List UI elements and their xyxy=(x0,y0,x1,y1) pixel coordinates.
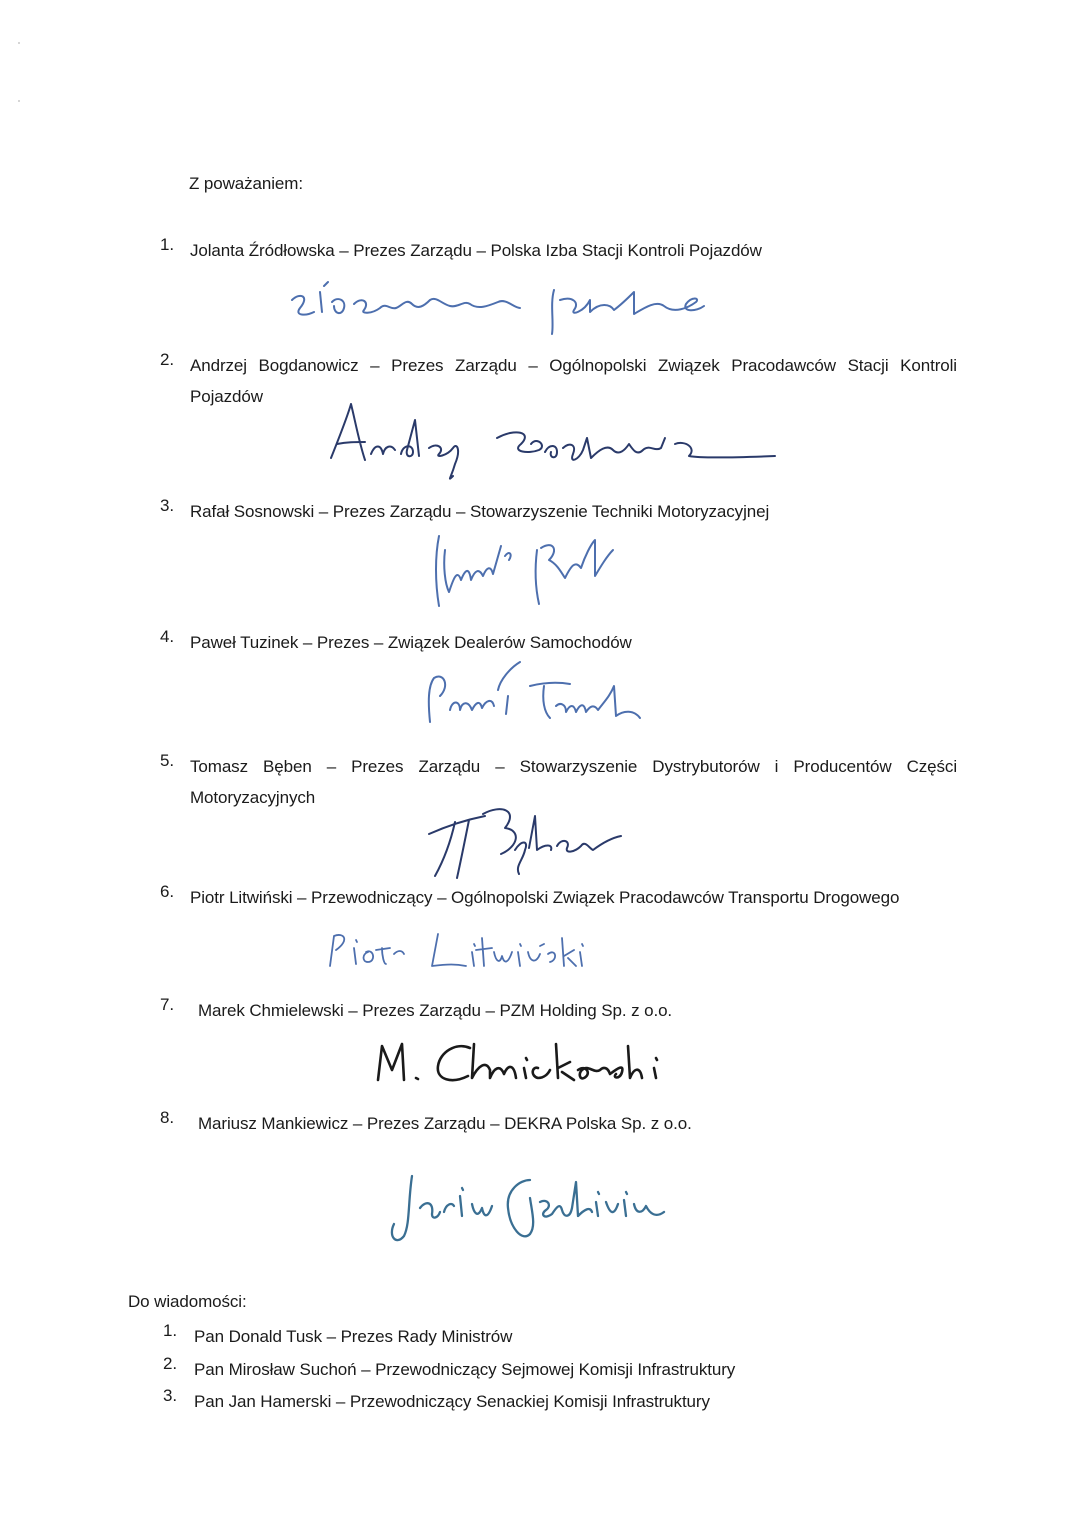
signatory-text: Tomasz Bęben – Prezes Zarządu – Stowarzyszenie Dystrybutorów i Producentów Części Motoryzacyjnych xyxy=(190,757,957,807)
signatory-number: 1. xyxy=(160,235,174,254)
signature-tuzinek xyxy=(420,656,660,732)
signatory-number: 8. xyxy=(160,1108,174,1127)
recipient-text: Pan Mirosław Suchoń – Przewodniczący Sejmowej Komisji Infrastruktury xyxy=(194,1360,736,1379)
signatory-number: 6. xyxy=(160,882,174,901)
signature-litwinski xyxy=(322,928,592,976)
scan-speck xyxy=(18,42,20,44)
signatory-text: Marek Chmielewski – Prezes Zarządu – PZM Holding Sp. z o.o. xyxy=(198,1001,673,1020)
signatory-number: 7. xyxy=(160,995,174,1014)
signatory-number: 3. xyxy=(160,496,174,515)
signatory-text: Jolanta Źródłowska – Prezes Zarządu – Polska Izba Stacji Kontroli Pojazdów xyxy=(190,241,762,260)
signature-beben xyxy=(425,800,635,884)
recipient-number: 2. xyxy=(163,1354,177,1373)
scan-speck xyxy=(18,100,20,102)
signature-sosnowski xyxy=(425,526,625,616)
recipient-number: 1. xyxy=(163,1321,177,1340)
signatory-number: 2. xyxy=(160,350,174,369)
recipient-text: Pan Donald Tusk – Prezes Rady Ministrów xyxy=(194,1327,513,1346)
signatory-text: Mariusz Mankiewicz – Prezes Zarządu – DEKRA Polska Sp. z o.o. xyxy=(198,1114,692,1133)
signature-chmielewski xyxy=(372,1034,692,1094)
signatory-text: Andrzej Bogdanowicz – Prezes Zarządu – Ogólnopolski Związek Pracodawców Stacji Kontroli Pojazdów xyxy=(190,356,957,406)
signatory-number: 4. xyxy=(160,627,174,646)
recipient-text: Pan Jan Hamerski – Przewodniczący Senackiej Komisji Infrastruktury xyxy=(194,1392,710,1411)
signatory-text: Paweł Tuzinek – Prezes – Związek Dealerów Samochodów xyxy=(190,633,632,652)
signature-zrodlowska xyxy=(284,278,724,340)
signature-mankiewicz xyxy=(380,1162,680,1250)
signatory-text: Piotr Litwiński – Przewodniczący – Ogólnopolski Związek Pracodawców Transportu Drogowego xyxy=(190,888,900,907)
signature-bogdanowicz xyxy=(325,398,785,488)
signatory-text: Rafał Sosnowski – Prezes Zarządu – Stowarzyszenie Techniki Motoryzacyjnej xyxy=(190,502,770,521)
signatory-number: 5. xyxy=(160,751,174,770)
closing-greeting: Z poważaniem: xyxy=(189,174,303,193)
recipient-number: 3. xyxy=(163,1386,177,1405)
recipients-title: Do wiadomości: xyxy=(128,1292,247,1311)
